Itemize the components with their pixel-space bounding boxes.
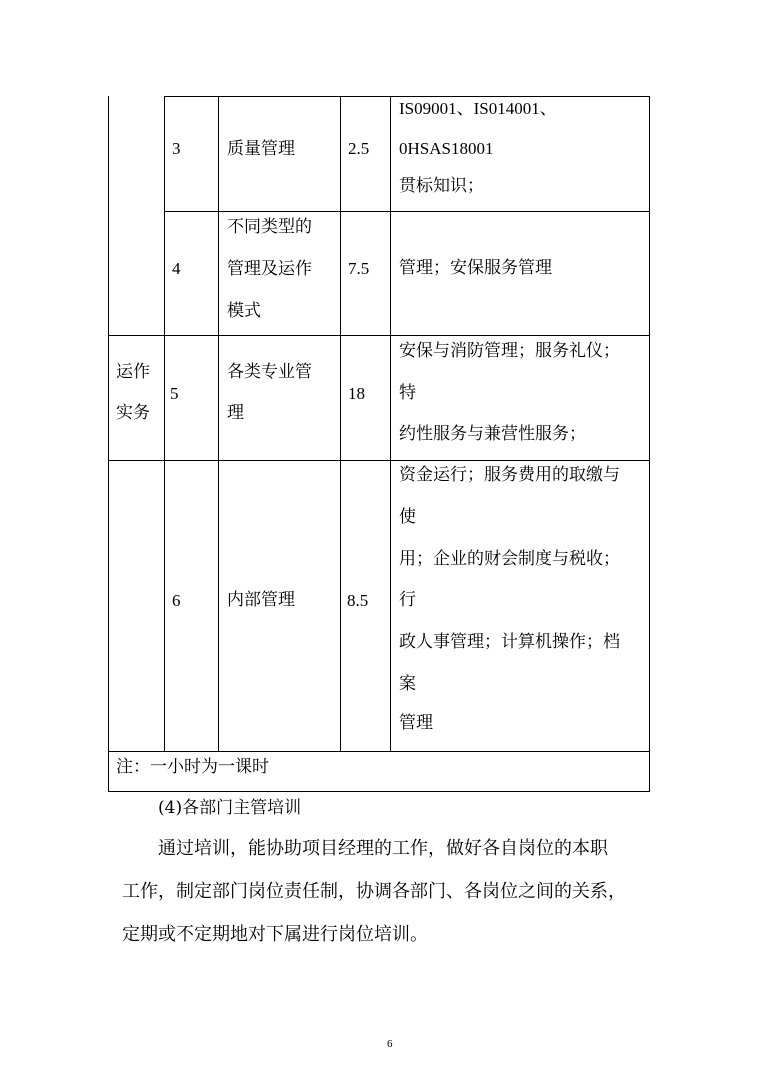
table-col-divider-3: [340, 96, 341, 752]
table-row-border-top: [164, 96, 650, 97]
table-col-divider-2: [218, 96, 219, 752]
row-6-content-line-1: 资金运行；服务费用的取缴与: [399, 465, 620, 485]
row-4-number: 4: [172, 259, 181, 278]
table-row-border-5-6: [108, 460, 650, 461]
section-heading: (4)各部门主管培训: [158, 798, 302, 818]
row-6-content-line-5: 政人事管理；计算机操作；档: [399, 632, 620, 652]
row-3-hours: 2.5: [348, 139, 370, 158]
row-3-content-line-1: IS09001、IS014001、: [399, 99, 557, 118]
row-5-content-line-3: 约性服务与兼营性服务；: [399, 424, 586, 444]
row-4-hours: 7.5: [348, 259, 370, 278]
row-6-content-line-4: 行: [399, 590, 416, 610]
row-3-content-line-3: 贯标知识；: [399, 176, 484, 196]
table-note: 注：一小时为一课时: [116, 757, 269, 777]
row-5-course-name-line-2: 理: [227, 403, 244, 423]
row-6-number: 6: [172, 591, 181, 610]
row-3-content-line-2: 0HSAS18001: [399, 139, 494, 158]
row-6-content-line-2: 使: [399, 507, 416, 527]
table-col-divider-1: [164, 96, 165, 752]
page-number: 6: [387, 1038, 393, 1050]
row-4-course-name-line-3: 模式: [227, 301, 261, 321]
row-6-content-line-3: 用；企业的财会制度与税收；: [399, 549, 620, 569]
row-5-content-line-2: 特: [399, 383, 416, 403]
row-5-number: 5: [170, 384, 179, 403]
table-col-divider-4: [390, 96, 391, 752]
table-border-right: [649, 96, 650, 792]
table-row-border-6-note: [108, 751, 650, 752]
table-border-bottom: [108, 791, 650, 792]
paragraph-line-1: 通过培训，能协助项目经理的工作，做好各自岗位的本职: [158, 838, 608, 859]
table-row-border-3-4: [164, 211, 650, 212]
paragraph-line-3: 定期或不定期地对下属进行岗位培训。: [122, 924, 428, 945]
category-line-1: 运作: [116, 362, 150, 382]
row-4-course-name-line-1: 不同类型的: [227, 217, 312, 237]
row-6-content-line-6: 案: [399, 674, 416, 694]
table-row-border-4-5: [108, 335, 650, 336]
row-5-content-line-1: 安保与消防管理；服务礼仪；: [399, 341, 620, 361]
row-3-number: 3: [172, 139, 181, 158]
row-4-content-line-1: 管理；安保服务管理: [399, 258, 552, 278]
row-3-course-name: 质量管理: [227, 139, 295, 159]
row-4-course-name-line-2: 管理及运作: [227, 259, 312, 279]
row-5-course-name-line-1: 各类专业管: [227, 362, 312, 382]
table-border-left: [108, 96, 109, 792]
row-6-course-name: 内部管理: [227, 590, 295, 610]
row-6-hours: 8.5: [347, 591, 369, 610]
paragraph-line-2: 工作，制定部门岗位责任制，协调各部门、各岗位之间的关系，: [122, 881, 626, 902]
category-line-2: 实务: [116, 403, 150, 423]
row-5-hours: 18: [348, 384, 365, 403]
row-6-content-line-7: 管理: [399, 713, 433, 733]
